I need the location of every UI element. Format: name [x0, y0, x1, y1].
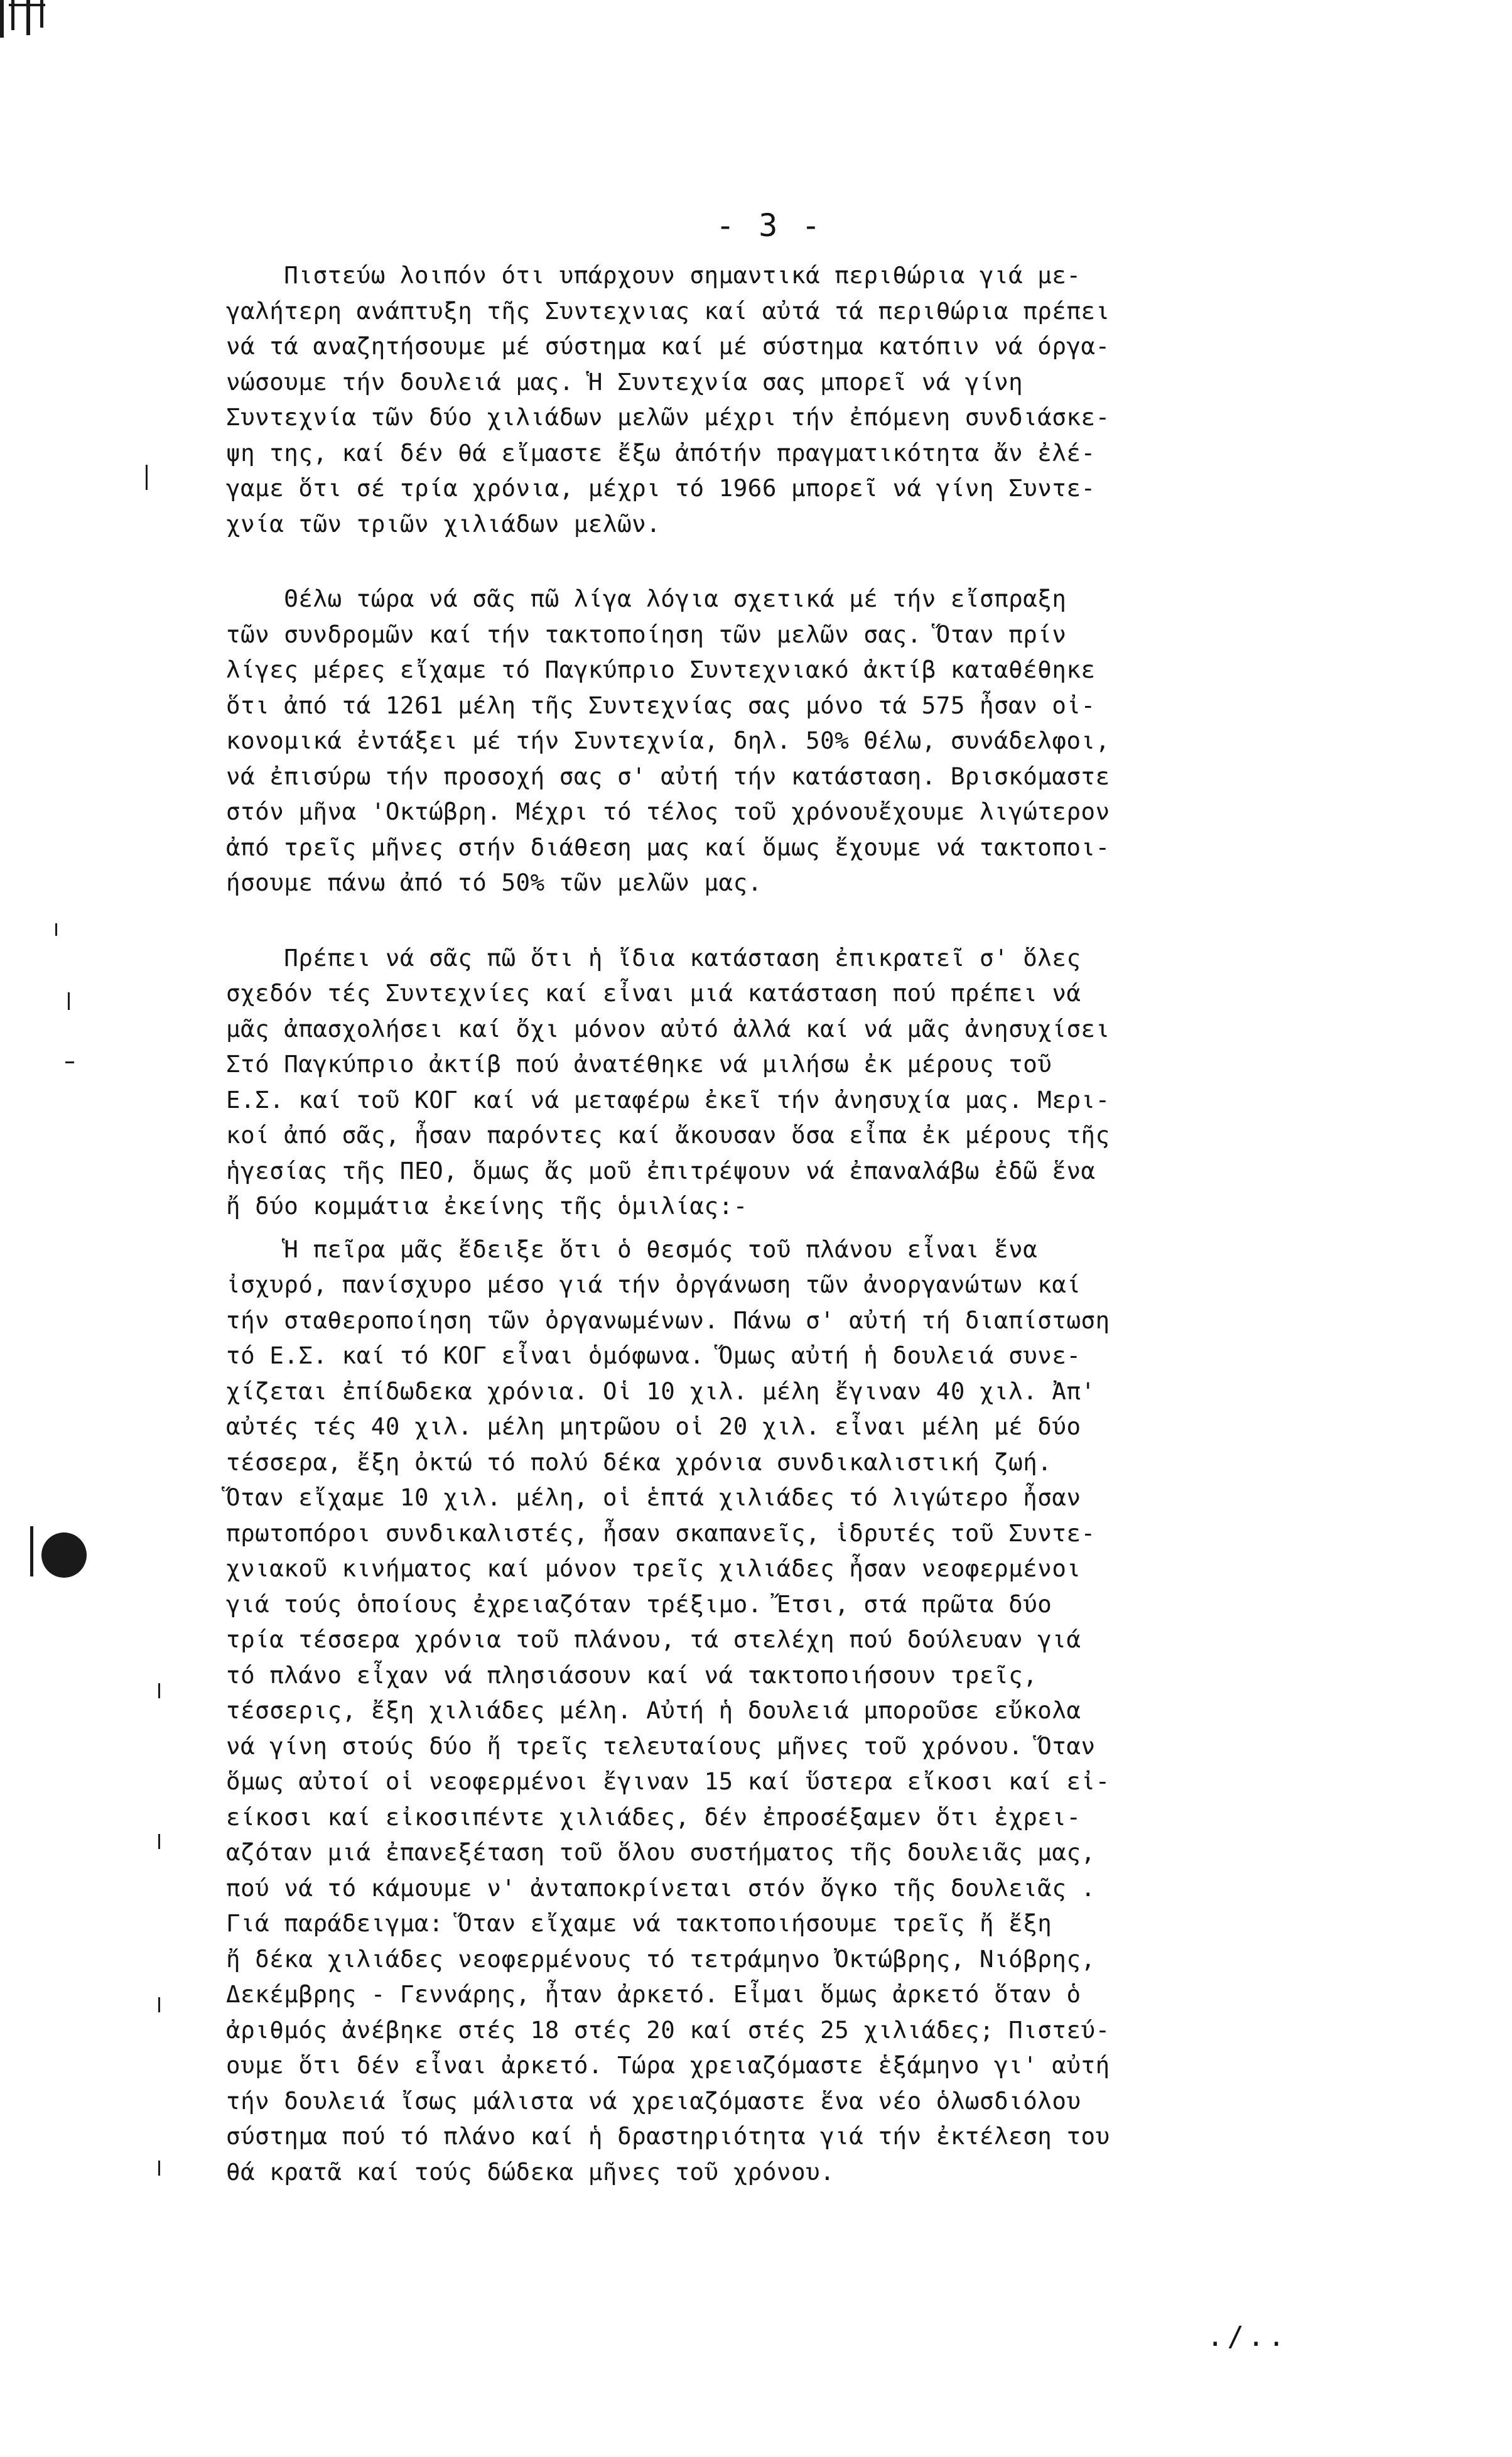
text-line: Ε.Σ. καί τοῦ ΚΟΓ καί νά μεταφέρω ἐκεῖ τήν ἀνησυχία μας. Μερι-: [226, 1085, 1110, 1114]
text-line: σχεδόν τές Συντεχνίες καί εἶναι μιά κατάσταση πού πρέπει νά: [226, 979, 1081, 1007]
text-line: γαμε ὅτι σέ τρία χρόνια, μέχρι τό 1966 μπορεῖ νά γίνη Συντε-: [226, 474, 1096, 502]
scan-mark-left-edge: [158, 1997, 160, 2012]
text-line: Θέλω τώρα νά σᾶς πῶ λίγα λόγια σχετικά μέ τήν εἴσπραξη: [226, 585, 1067, 612]
paragraph: [226, 940, 1419, 1224]
text-line: ἀριθμός ἀνέβηκε στές 18 στές 20 καί στές 25 χιλιάδες; Πιστεύ-: [226, 2015, 1110, 2044]
paragraph: [226, 1232, 1419, 2190]
text-line: χνία τῶν τριῶν χιλιάδων μελῶν.: [226, 509, 661, 538]
text-line: λίγες μέρες εἴχαμε τό Παγκύπριο Συντεχνιακό ἀκτίβ καταθέθηκε: [226, 656, 1096, 683]
text-line: ψη της, καί δέν θά εἴμαστε ἔξω ἀπότήν πραγματικότητα ἄν ἐλέ-: [226, 438, 1096, 467]
text-line: Ἡ πεῖρα μᾶς ἔδειξε ὅτι ὁ θεσμός τοῦ πλάνου εἶναι ἕνα: [226, 1235, 1038, 1263]
text-line: ἡγεσίας τῆς ΠΕΟ, ὅμως ἄς μοῦ ἐπιτρέψουν νά ἐπαναλάβω ἐδῶ ἕνα: [226, 1156, 1096, 1185]
text-line: μᾶς ἀπασχολήσει καί ὄχι μόνον αὐτό ἀλλά καί νά μᾶς ἀνησυχίσει: [226, 1014, 1110, 1043]
text-line: νά γίνη στούς δύο ἤ τρεῖς τελευταίους μῆνες τοῦ χρόνου. Ὅταν: [226, 1732, 1096, 1760]
text-line: τρία τέσσερα χρόνια τοῦ πλάνου, τά στελέχη πού δούλευαν γιά: [226, 1625, 1081, 1653]
text-line: θά κρατᾶ καί τούς δώδεκα μῆνες τοῦ χρόνου.: [226, 2157, 835, 2186]
scan-mark-left-edge: [65, 1061, 74, 1063]
text-line: πρωτοπόροι συνδικαλιστές, ἦσαν σκαπανεῖς, ἱδρυτές τοῦ Συντε-: [226, 1519, 1096, 1547]
text-line: σύστημα πού τό πλάνο καί ἡ δραστηριότητα γιά τήν ἐκτέλεση του: [226, 2122, 1110, 2150]
text-line: Γιά παράδειγμα: Ὅταν εἴχαμε νά τακτοποιήσουμε τρεῖς ἤ ἔξη: [226, 1909, 1052, 1937]
scan-mark-top-left: [9, 4, 45, 6]
page-number: - 3 -: [716, 207, 823, 244]
paragraph: [226, 258, 1419, 541]
text-line: στόν μῆνα 'Οκτώβρη. Μέχρι τό τέλος τοῦ χρόνουἔχουμε λιγώτερον: [226, 798, 1110, 825]
text-line: κονομικά ἐντάξει μέ τήν Συντεχνία, δηλ. 50% Θέλω, συνάδελφοι,: [226, 727, 1110, 754]
scan-mark-left-edge: [68, 992, 70, 1010]
text-line: Συντεχνία τῶν δύο χιλιάδων μελῶν μέχρι τήν ἐπόμενη συνδιάσκε-: [226, 403, 1110, 431]
text-line: τό Ε.Σ. καί τό ΚΟΓ εἶναι ὁμόφωνα. Ὅμως αὐτή ἡ δουλειά συνε-: [226, 1342, 1081, 1369]
text-line: ουμε ὅτι δέν εἶναι ἀρκετό. Τώρα χρειαζόμαστε ἑξάμηνο γι' αὐτή: [226, 2051, 1110, 2079]
text-line: ἀπό τρεῖς μῆνες στήν διάθεση μας καί ὅμως ἔχουμε νά τακτοποι-: [226, 833, 1110, 861]
punch-hole: [41, 1532, 87, 1578]
text-line: πού νά τό κάμουμε ν' ἀνταποκρίνεται στόν ὄγκο τῆς δουλειᾶς .: [226, 1874, 1096, 1902]
text-line: είκοσι καί εἰκοσιπέντε χιλιάδες, δέν ἐπροσέξαμεν ὅτι ἐχρει-: [226, 1803, 1081, 1831]
text-line: τήν δουλειά ἴσως μάλιστα νά χρειαζόμαστε ἕνα νέο ὁλωσδιόλου: [226, 2086, 1081, 2115]
text-line: τέσσερις, ἔξη χιλιάδες μέλη. Αὐτή ἡ δουλειά μποροῦσε εὔκολα: [226, 1696, 1081, 1724]
text-line: αζόταν μιά ἐπανεξέταση τοῦ ὅλου συστήματος τῆς δουλειᾶς μας,: [226, 1838, 1096, 1866]
text-line: ὅτι ἀπό τά 1261 μέλη τῆς Συντεχνίας σας μόνο τά 575 ἦσαν οἰ-: [226, 691, 1096, 719]
text-line: ἤ δέκα χιλιάδες νεοφερμένους τό τετράμηνο Ὀκτώβρης, Νιόβρης,: [226, 1944, 1096, 1973]
paragraph: [226, 581, 1419, 901]
text-line: Ὅταν εἴχαμε 10 χιλ. μέλη, οἱ ἑπτά χιλιάδες τό λιγώτερο ἦσαν: [226, 1483, 1081, 1511]
text-line: γιά τούς ὁποίους ἐχρειαζόταν τρέξιμο. Ἔτσι, στά πρῶτα δύο: [226, 1590, 1052, 1618]
text-line: ἤ δύο κομμάτια ἐκείνης τῆς ὁμιλίας:-: [226, 1192, 748, 1220]
scan-mark-left-edge: [146, 465, 148, 490]
text-line: Δεκέμβρης - Γεννάρης, ἦταν ἀρκετό. Εἶμαι ὅμως ἀρκετό ὅταν ὁ: [226, 1980, 1081, 2008]
text-line: ὅμως αὐτοί οἱ νεοφερμένοι ἔγιναν 15 καί ὕστερα εἴκοσι καί εἰ-: [226, 1767, 1110, 1795]
continuation-mark: ./..: [1207, 2321, 1288, 2353]
paragraph-spacer: [226, 541, 1419, 581]
text-line: χνιακοῦ κινήματος καί μόνον τρεῖς χιλιάδες ἦσαν νεοφερμένοι: [226, 1554, 1081, 1582]
text-line: τήν σταθεροποίηση τῶν ὀργανωμένων. Πάνω σ' αὐτή τή διαπίστωση: [226, 1306, 1110, 1334]
text-line: Πρέπει νά σᾶς πῶ ὅτι ἡ ἴδια κατάσταση ἐπικρατεῖ σ' ὅλες: [226, 943, 1081, 972]
text-line: Στό Παγκύπριο ἀκτίβ πού ἀνατέθηκε νά μιλήσω ἐκ μέρους τοῦ: [226, 1050, 1052, 1078]
text-line: νά ἐπισύρω τήν προσοχή σας σ' αὐτή τήν κατάσταση. Βρισκόμαστε: [226, 762, 1110, 790]
text-line: ήσουμε πάνω ἀπό τό 50% τῶν μελῶν μας.: [226, 869, 762, 896]
text-line: τῶν συνδρομῶν καί τήν τακτοποίηση τῶν μελῶν σας. Ὅταν πρίν: [226, 620, 1067, 648]
paragraph-spacer: [226, 1224, 1419, 1232]
text-line: νά τά αναζητήσουμε μέ σύστημα καί μέ σύστημα κατόπιν νά όργα-: [226, 332, 1110, 360]
scan-mark-left-edge: [158, 1834, 160, 1849]
text-line: κοί ἀπό σᾶς, ἦσαν παρόντες καί ἄκουσαν ὅσα εἶπα ἐκ μέρους τῆς: [226, 1121, 1110, 1149]
scan-mark-left-edge: [30, 1526, 33, 1576]
paragraph-spacer: [226, 901, 1419, 940]
scan-mark-left-edge: [158, 2161, 160, 2176]
text-line: νώσουμε τήν δουλειά μας. Ἡ Συντεχνία σας μπορεῖ νά γίνη: [226, 367, 1023, 396]
text-line: χίζεται ἐπίδωδεκα χρόνια. Οἱ 10 χιλ. μέλη ἔγιναν 40 χιλ. Ἀπ': [226, 1377, 1096, 1405]
scan-mark-left-edge: [158, 1683, 160, 1698]
document-body: [226, 258, 1419, 2189]
text-line: αὐτές τές 40 χιλ. μέλη μητρῶου οἱ 20 χιλ. εἶναι μέλη μέ δύο: [226, 1413, 1081, 1440]
text-line: Πιστεύω λοιπόν ότι υπάρχουν σημαντικά περιθώρια γιά με-: [226, 261, 1081, 289]
text-line: τέσσερα, ἔξη ὀκτώ τό πολύ δέκα χρόνια συνδικαλιστική ζωή.: [226, 1448, 1052, 1476]
scan-mark-left-edge: [55, 923, 57, 936]
scan-mark-top-left: [0, 0, 4, 38]
text-line: ἰσχυρό, πανίσχυρο μέσο γιά τήν ὀργάνωση τῶν ἀνοργανώτων καί: [226, 1271, 1081, 1298]
text-line: τό πλάνο εἶχαν νά πλησιάσουν καί νά τακτοποιήσουν τρεῖς,: [226, 1661, 1038, 1689]
text-line: γαλήτερη ανάπτυξη τῆς Συντεχνιας καί αὐτά τά περιθώρια πρέπει: [226, 296, 1110, 325]
